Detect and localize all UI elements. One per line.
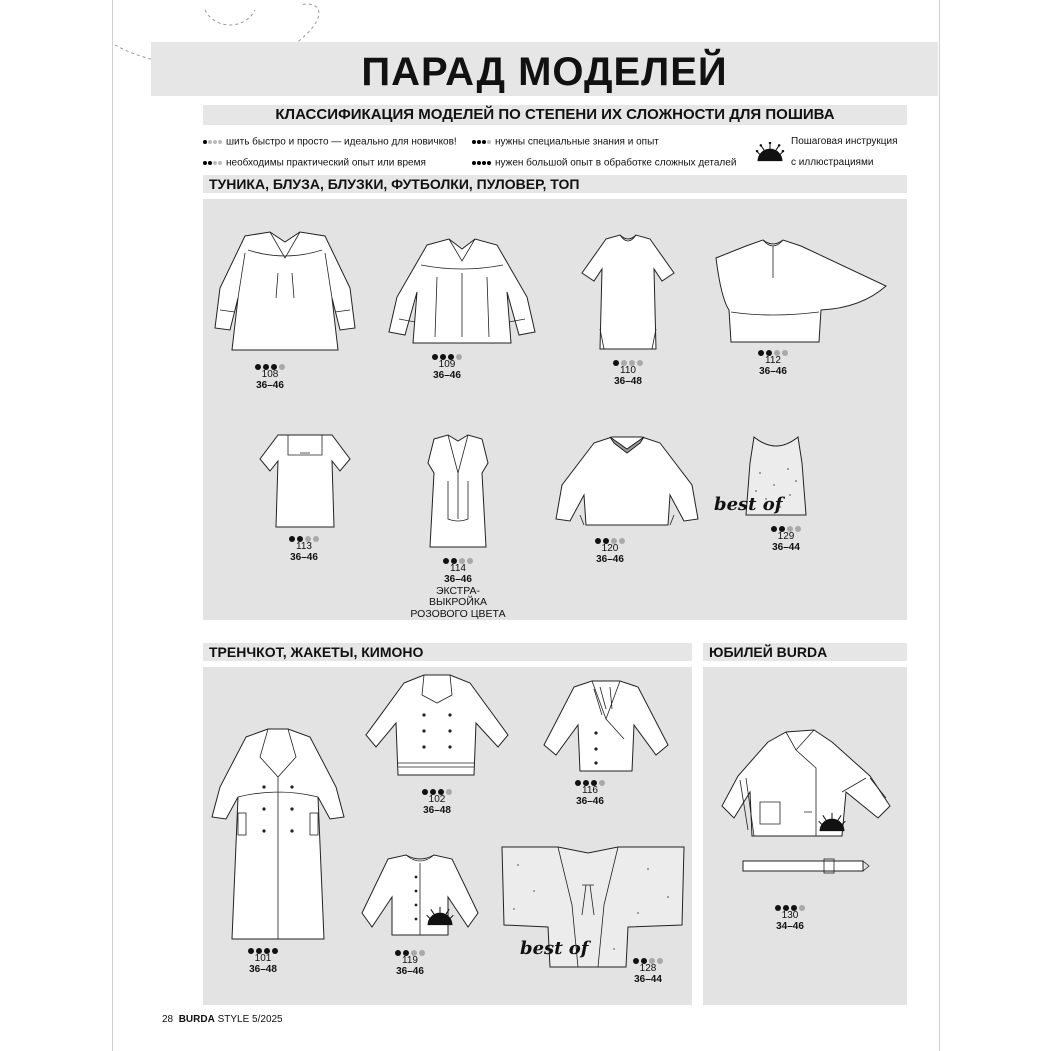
brand-name: BURDA (178, 1014, 215, 1025)
model-119-sketch (358, 853, 482, 943)
model-130-sketch (720, 728, 892, 838)
legend-level-3: нужны специальные знания и опыт (472, 136, 659, 149)
page-footer (162, 1014, 283, 1025)
model-113-label: 113 36–46 (264, 534, 344, 563)
difficulty-dots (608, 956, 688, 962)
model-113-sketch (256, 431, 354, 531)
difficulty-dots (370, 948, 450, 954)
model-102-label: 102 36–48 (397, 787, 477, 816)
difficulty-dots (203, 157, 223, 169)
model-112-label: 112 36–46 (733, 348, 813, 377)
model-102-sketch (362, 673, 512, 779)
legend-instruction-line2: с иллюстрациями (791, 157, 874, 168)
model-110-sketch (578, 233, 678, 353)
model-108-label: 108 36–46 (230, 362, 310, 391)
difficulty-dots (570, 536, 650, 542)
model-116-sketch (540, 679, 672, 775)
difficulty-dots (397, 787, 477, 793)
page-number: 28 (162, 1014, 174, 1025)
issue-label: STYLE 5/2025 (217, 1014, 283, 1025)
model-116-label: 116 36–46 (550, 778, 630, 807)
model-112-sketch (711, 238, 891, 346)
pincushion-icon (424, 906, 456, 926)
model-120-label: 120 36–46 (570, 536, 650, 565)
difficulty-dots (733, 348, 813, 354)
legend-instruction-line1: Пошаговая инструкция (791, 136, 898, 147)
legend-level-4: нужен большой опыт в обработке сложных деталей (472, 157, 736, 170)
page-subtitle: КЛАССИФИКАЦИЯ МОДЕЛЕЙ ПО СТЕПЕНИ ИХ СЛОЖНОСТИ ДЛЯ ПОШИВА (203, 105, 907, 125)
difficulty-dots (408, 556, 508, 562)
model-114-label: 114 36–46 ЭКСТРА-ВЫКРОЙКА РОЗОВОГО ЦВЕТА (408, 556, 508, 620)
legend-level-2: необходимы практический опыт или время (203, 157, 426, 170)
model-120-sketch (552, 435, 702, 530)
difficulty-dots (750, 903, 830, 909)
difficulty-dots (230, 362, 310, 368)
difficulty-dots (472, 157, 492, 169)
model-128-label: 128 36–44 (608, 956, 688, 985)
section-jubilee-title: ЮБИЛЕЙ BURDA (703, 643, 907, 661)
legend-level-1: шить быстро и просто — идеально для новичков! (203, 136, 457, 149)
model-101-label: 101 36–48 (223, 946, 303, 975)
difficulty-dots (203, 136, 223, 148)
best-of-badge: best of (714, 494, 783, 515)
difficulty-dots (588, 358, 668, 364)
pincushion-icon (754, 142, 786, 162)
difficulty-dots (746, 524, 826, 530)
difficulty-dots (407, 352, 487, 358)
difficulty-dots (223, 946, 303, 952)
model-110-label: 110 36–48 (588, 358, 668, 387)
model-101-sketch (208, 727, 348, 943)
best-of-badge: best of (520, 938, 589, 959)
belt-sketch (742, 857, 870, 875)
title-band (151, 42, 938, 96)
page-title: ПАРАД МОДЕЛЕЙ (361, 50, 728, 94)
model-108-sketch (210, 228, 360, 354)
model-109-sketch (387, 237, 537, 347)
pincushion-icon (816, 812, 848, 832)
section-coats-title: ТРЕНЧКОТ, ЖАКЕТЫ, КИМОНО (203, 643, 692, 661)
model-109-label: 109 36–46 (407, 352, 487, 381)
section-tops-title: ТУНИКА, БЛУЗА, БЛУЗКИ, ФУТБОЛКИ, ПУЛОВЕР, ТОП (203, 175, 907, 193)
model-119-label: 119 36–46 (370, 948, 450, 977)
model-129-label: 129 36–44 (746, 524, 826, 553)
difficulty-dots (550, 778, 630, 784)
model-114-sketch (418, 433, 498, 551)
difficulty-dots (472, 136, 492, 148)
model-130-label: 130 34–46 (750, 903, 830, 932)
difficulty-dots (264, 534, 344, 540)
